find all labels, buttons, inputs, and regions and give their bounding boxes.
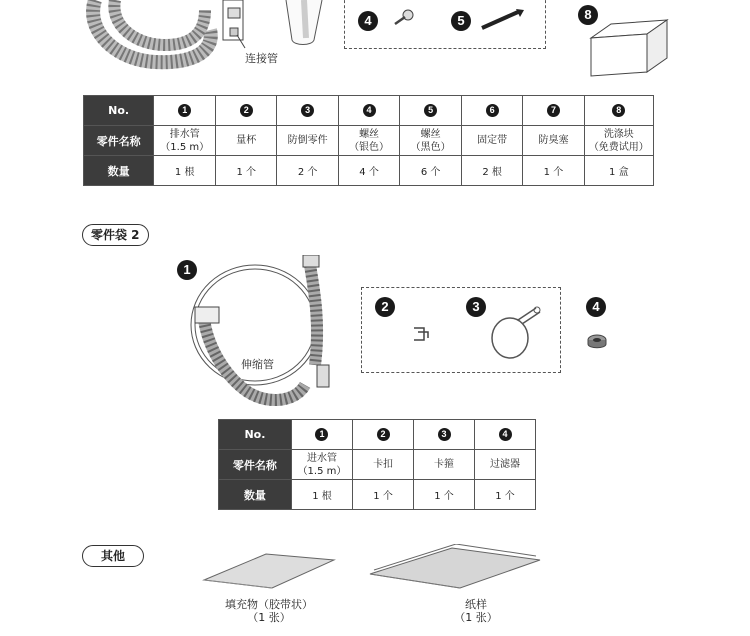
part-number: 2 (240, 104, 253, 117)
part-quantity: 1 盒 (584, 156, 653, 186)
part-name-note: （黑色） (410, 141, 451, 153)
part-number: 1 (315, 428, 328, 441)
part-number: 6 (486, 104, 499, 117)
part-quantity: 1 根 (291, 480, 352, 510)
part-quantity: 1 个 (523, 156, 584, 186)
parts-table-1 (83, 95, 654, 186)
parts-table-2 (218, 419, 536, 510)
measuring-cup-illustration (282, 0, 327, 48)
filter-icon (586, 333, 608, 351)
table-row-number (219, 420, 536, 450)
part-name: 固定带 (477, 135, 508, 146)
header-no: No. (84, 96, 154, 126)
marker-2: 2 (375, 297, 395, 317)
part-number: 4 (363, 104, 376, 117)
black-screw-icon (478, 6, 528, 32)
part-name: 螺丝 (359, 128, 380, 140)
part-number: 1 (178, 104, 191, 117)
part-name: 防臭塞 (538, 135, 569, 146)
part-name: 螺丝 (420, 128, 441, 140)
paper-template-illustration (366, 544, 546, 594)
section-title-others: 其他 (82, 545, 144, 567)
table-row-name (84, 126, 654, 156)
part-quantity: 1 根 (154, 156, 216, 186)
part-name: 排水管 (169, 128, 200, 140)
header-quantity: 数量 (219, 480, 292, 510)
part-quantity: 4 个 (338, 156, 400, 186)
hose-clamp-icon (488, 300, 548, 360)
part-quantity: 1 个 (475, 480, 536, 510)
connector-hose-label: 连接管 (245, 52, 278, 65)
marker-4: 4 (586, 297, 606, 317)
marker-3: 3 (466, 297, 486, 317)
table-row-quantity (219, 480, 536, 510)
header-part-name: 零件名称 (84, 126, 154, 156)
inlet-hose-illustration (185, 255, 345, 415)
part-quantity: 6 个 (400, 156, 462, 186)
part-number: 4 (499, 428, 512, 441)
part-quantity: 1 个 (414, 480, 475, 510)
part-number: 8 (612, 104, 625, 117)
paper-template-name: 纸样 (465, 598, 487, 611)
table-row-number (84, 96, 654, 126)
clip-icon (410, 324, 432, 344)
marker-8: 8 (578, 5, 598, 25)
part-number: 3 (301, 104, 314, 117)
table-row-name (219, 450, 536, 480)
filler-tape-illustration (200, 548, 340, 594)
part-name-note: （免费试用） (588, 141, 649, 153)
part-name: 防倒零件 (287, 135, 328, 146)
paper-template-quantity: （1 张） (454, 611, 498, 624)
filler-tape-name: 填充物（胶带状） (225, 598, 313, 611)
part-name: 洗涤块 (603, 128, 634, 140)
silver-screw-icon (392, 8, 416, 28)
section-title-parts-bag-2: 零件袋 2 (82, 224, 149, 246)
part-number: 3 (438, 428, 451, 441)
part-name: 卡箍 (434, 459, 455, 470)
table-row-quantity (84, 156, 654, 186)
part-name: 量杯 (236, 135, 257, 146)
part-quantity: 2 根 (461, 156, 522, 186)
part-number: 7 (547, 104, 560, 117)
part-name: 过滤器 (490, 459, 520, 470)
header-part-name: 零件名称 (219, 450, 292, 480)
part-name-note: （1.5 m） (297, 465, 347, 477)
header-quantity: 数量 (84, 156, 154, 186)
marker-5: 5 (451, 11, 471, 31)
detergent-box-illustration (589, 14, 673, 78)
header-no: No. (219, 420, 292, 450)
marker-1: 1 (177, 260, 197, 280)
part-number: 2 (377, 428, 390, 441)
part-quantity: 1 个 (353, 480, 414, 510)
part-name: 进水管 (306, 452, 337, 464)
marker-4: 4 (358, 11, 378, 31)
part-name-note: （银色） (349, 141, 390, 153)
telescopic-hose-label: 伸缩管 (241, 358, 274, 371)
part-name: 卡扣 (373, 459, 394, 470)
part-number: 5 (424, 104, 437, 117)
part-name-note: （1.5 m） (160, 141, 210, 153)
part-quantity: 1 个 (216, 156, 277, 186)
filler-tape-quantity: （1 张） (247, 611, 291, 624)
part-quantity: 2 个 (277, 156, 338, 186)
